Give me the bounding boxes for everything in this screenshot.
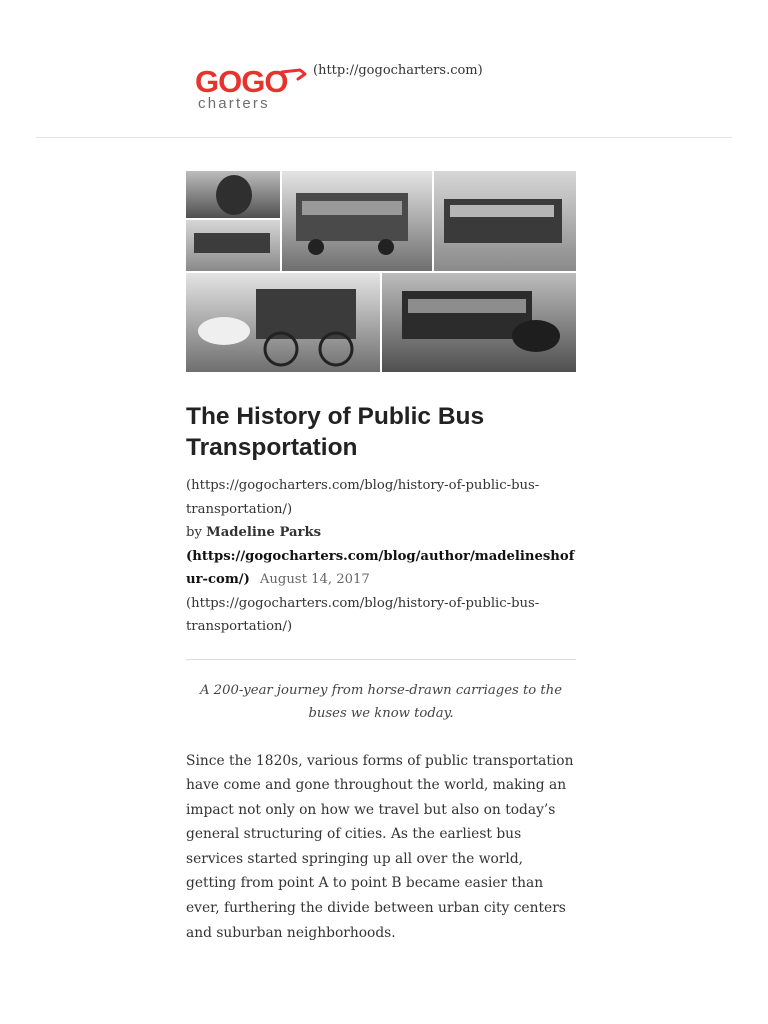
publish-date: August 14, 2017 xyxy=(259,572,370,587)
logo-text-top: GOGO xyxy=(195,64,288,99)
author-link[interactable]: Madeline Parks xyxy=(206,525,322,540)
logo-text-bottom: charters xyxy=(198,95,270,112)
header-divider xyxy=(36,137,732,138)
gogo-charters-logo[interactable] xyxy=(194,62,308,112)
author-url-link[interactable]: (https://gogocharters.com/blog/author/madelineshofur-com/) xyxy=(186,548,575,587)
article-meta xyxy=(186,474,576,639)
home-link[interactable]: (http://gogocharters.com) xyxy=(313,63,483,78)
by-label: by xyxy=(186,525,202,540)
meta-divider xyxy=(186,659,576,660)
article-subtitle: A 200-year journey from horse-drawn carriages to the buses we know today. xyxy=(199,682,563,721)
site-header xyxy=(0,0,768,138)
hero-image xyxy=(186,171,576,372)
article-paragraph: Since the 1820s, various forms of public transportation have come and gone throughout the world, making an impact not only on how we travel but also on today’s general structuring of cities. As the earliest bus services started springing up all over the world, getting from point A to point B became easier than ever, furthering the divide between urban city centers and suburban neighborhoods. xyxy=(186,752,574,941)
title-url-link[interactable]: (https://gogocharters.com/blog/history-of-public-bus-transportation/) xyxy=(186,478,540,517)
article-title[interactable]: The History of Public Bus Transportation xyxy=(186,403,485,461)
date-url-link[interactable]: (https://gogocharters.com/blog/history-of-public-bus-transportation/) xyxy=(186,595,540,634)
article xyxy=(186,171,576,959)
